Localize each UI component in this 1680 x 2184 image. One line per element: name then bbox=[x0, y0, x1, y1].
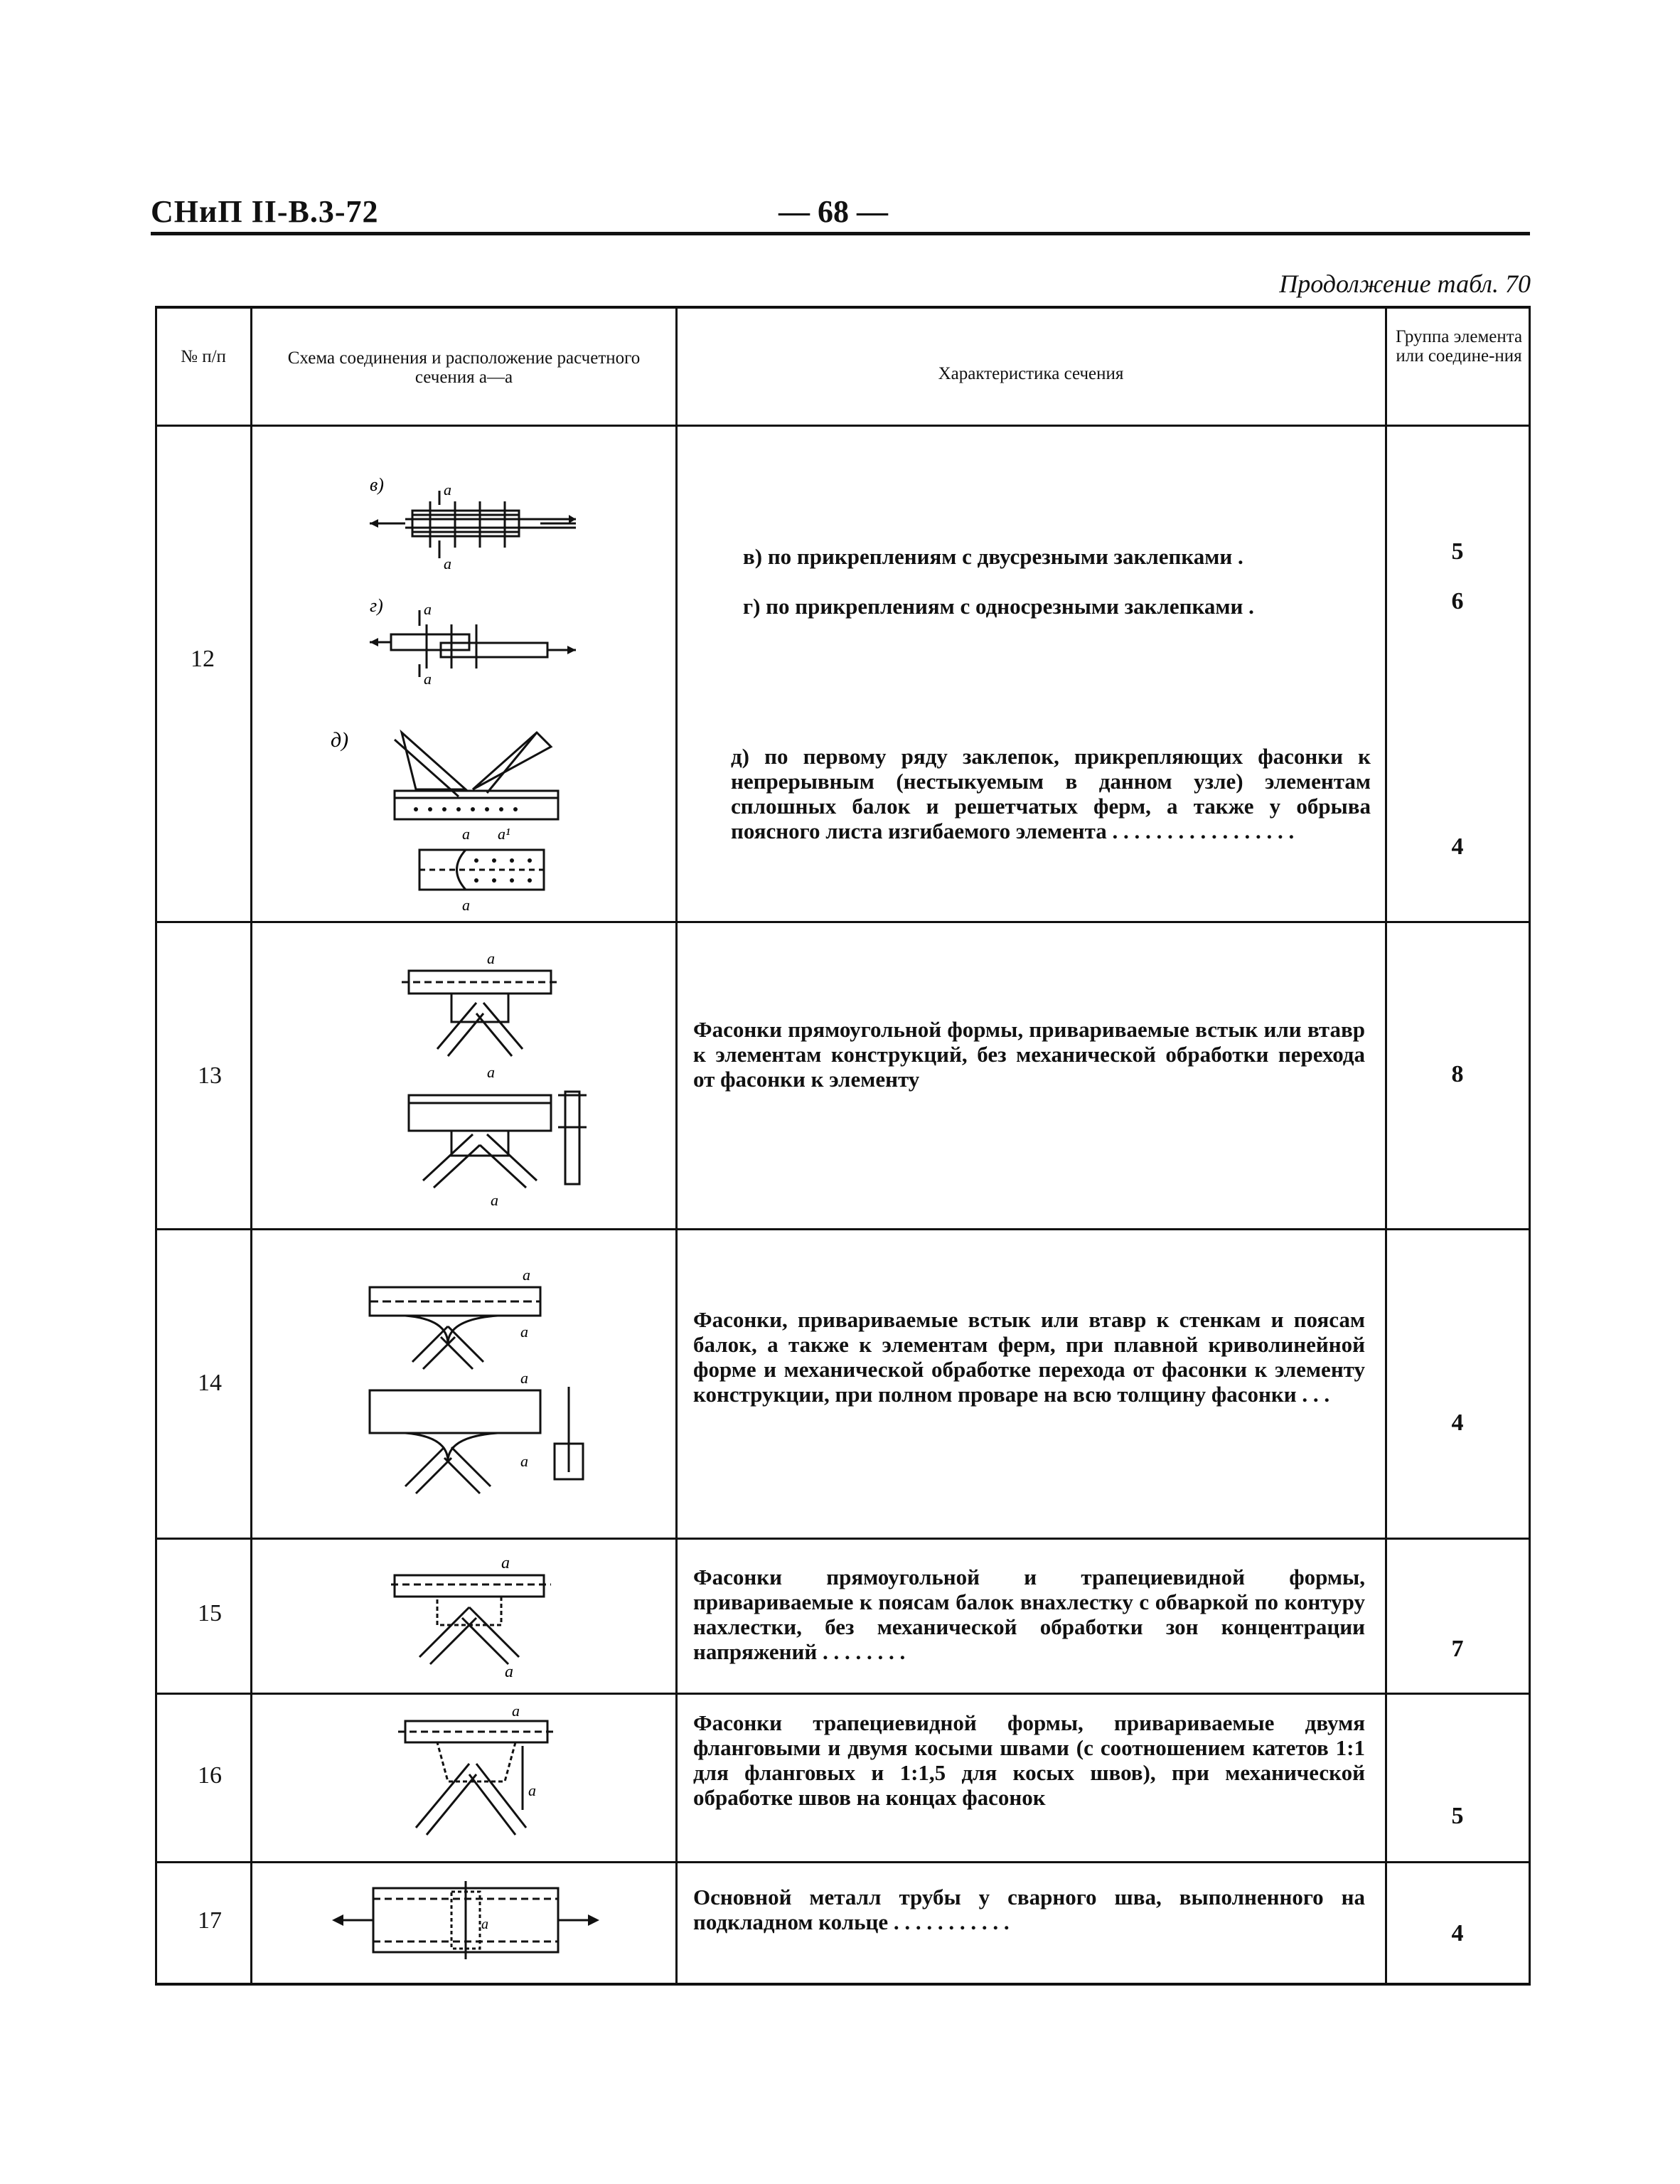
row-12-item-g-group: 6 bbox=[1451, 588, 1464, 614]
sketch-16-section-a-top: а bbox=[512, 1703, 520, 1720]
row-num-12: 12 bbox=[191, 646, 215, 672]
sketch-12-v-section-top: а bbox=[444, 481, 451, 499]
row-12-item-g-text: г) по прикреплениям с односрезными заклепками . bbox=[743, 594, 1254, 619]
sketch-14-curved-gussets bbox=[363, 1266, 597, 1522]
col-header-num: № п/п bbox=[181, 347, 226, 366]
row-rule-13 bbox=[155, 1228, 1530, 1230]
row-15-text: Фасонки прямоугольной и трапециевидной формы, привариваемые к поясам балок внахлестку с обваркой по контуру нахлестки, без механической обработки зон концентрации напряжений . . . . . . . . bbox=[693, 1565, 1365, 1664]
sketch-12-v-double-shear-rivets bbox=[363, 469, 583, 576]
row-12-item-d-group: 4 bbox=[1451, 833, 1464, 860]
row-17-text: Основной металл трубы у сварного шва, выполненного на подкладном кольце . . . . . . . . . . . bbox=[693, 1885, 1365, 1934]
sketch-17-pipe-weld-backing-ring bbox=[323, 1870, 608, 1970]
col-header-group: Группа элемента или соедине-ния bbox=[1395, 327, 1523, 366]
sketch-12-g-single-shear-rivets bbox=[363, 590, 583, 690]
row-num-17: 17 bbox=[198, 1907, 222, 1934]
sketch-14-section-a-2: а bbox=[520, 1323, 528, 1341]
document-code: СНиП II-В.3-72 bbox=[151, 194, 379, 229]
row-num-14: 14 bbox=[198, 1370, 222, 1396]
row-12-item-v-text: в) по прикреплениям с двусрезными заклепками . bbox=[743, 544, 1243, 569]
sketch-14-section-a-4: а bbox=[520, 1452, 528, 1470]
sketch-15-section-a-top: а bbox=[501, 1554, 510, 1572]
sketch-12-g-label: г) bbox=[370, 595, 383, 616]
sketch-16-trapezoidal-gussets bbox=[387, 1703, 572, 1856]
header-bottom-rule bbox=[155, 425, 1530, 427]
row-15-group: 7 bbox=[1451, 1636, 1464, 1662]
row-17-group: 4 bbox=[1451, 1920, 1464, 1946]
row-16-group: 5 bbox=[1451, 1803, 1464, 1829]
row-rule-14 bbox=[155, 1538, 1530, 1540]
table-continuation-label: Продолжение табл. 70 bbox=[1279, 270, 1531, 298]
sketch-13-section-a-2: а bbox=[487, 1063, 495, 1081]
sketch-14-section-a-3: а bbox=[520, 1369, 528, 1387]
sketch-12-v-section-bottom: а bbox=[444, 555, 451, 572]
sketch-12-g-section-top: а bbox=[424, 600, 432, 618]
sketch-15-lap-welded-gussets bbox=[387, 1550, 572, 1682]
sketch-13-section-a-3: а bbox=[491, 1191, 498, 1209]
col-divider-2 bbox=[675, 306, 678, 1986]
row-rule-15 bbox=[155, 1693, 1530, 1695]
row-rule-16 bbox=[155, 1861, 1530, 1863]
sketch-15-section-a-bottom: а bbox=[505, 1663, 513, 1681]
sketch-12-g-section-bottom: а bbox=[424, 670, 432, 688]
col-divider-3 bbox=[1385, 306, 1387, 1986]
col-header-scheme: Схема соединения и расположение расчетного сечения а—а bbox=[287, 348, 641, 387]
row-12-item-v-group: 5 bbox=[1451, 538, 1464, 565]
row-14-text: Фасонки, привариваемые встык или втавр к стенкам и поясам балок, а также к элементам ферм, при плавной криволинейной форме и механической обработке перехода от фасонки к элементу конструкции, при полном проваре на всю толщину фасонки . . . bbox=[693, 1307, 1365, 1407]
row-13-group: 8 bbox=[1451, 1061, 1464, 1087]
header-rule bbox=[151, 232, 1530, 235]
row-num-15: 15 bbox=[198, 1600, 222, 1626]
sketch-12-d-section-a1: а¹ bbox=[498, 825, 510, 843]
sketch-12-v-label: в) bbox=[370, 474, 384, 495]
sketch-13-rectangular-gussets bbox=[395, 942, 608, 1213]
sketch-16-section-a-side: а bbox=[528, 1781, 536, 1799]
row-rule-12 bbox=[155, 921, 1530, 923]
sketch-12-d-label: д) bbox=[331, 728, 349, 752]
table-bottom-rule bbox=[155, 1983, 1530, 1986]
row-12-item-d-text: д) по первому ряду заклепок, прикрепляющих фасонки к непрерывным (нестыкуемым в данном узле) элементам сплошных балок и решетчатых ферм, а также у обрыва поясного листа изгибаемого элемента . . . . . . . . . . . . . . . . . bbox=[731, 744, 1371, 843]
row-14-group: 4 bbox=[1451, 1410, 1464, 1436]
row-16-text: Фасонки трапециевидной формы, привариваемые двумя фланговыми и двумя косыми швами (с соотношением катетов 1:1 для фланговых и 1:1,5 для косых швов), при механической обработке швов на концах фасонок bbox=[693, 1710, 1365, 1810]
page-number: — 68 — bbox=[779, 194, 888, 229]
row-num-13: 13 bbox=[198, 1062, 222, 1089]
sketch-13-section-a-1: а bbox=[487, 949, 495, 967]
sketch-14-section-a-1: а bbox=[523, 1266, 530, 1284]
sketch-12-d-section-a: а bbox=[462, 825, 470, 843]
col-header-characteristic: Характеристика сечения bbox=[938, 364, 1124, 383]
sketch-17-section-a: а bbox=[481, 1917, 488, 1932]
table-left-edge bbox=[155, 306, 157, 1986]
col-divider-1 bbox=[250, 306, 252, 1986]
sketch-12-d-gusset-rivets bbox=[323, 711, 587, 917]
row-13-text: Фасонки прямоугольной формы, привариваемые встык или втавр к элементам конструкций, без механической обработки перехода от фасонки к элементу bbox=[693, 1017, 1365, 1092]
row-num-16: 16 bbox=[198, 1762, 222, 1789]
table-right-edge bbox=[1529, 306, 1531, 1986]
table-top-rule bbox=[155, 306, 1530, 309]
sketch-12-d-section-bottom: а bbox=[462, 896, 470, 914]
